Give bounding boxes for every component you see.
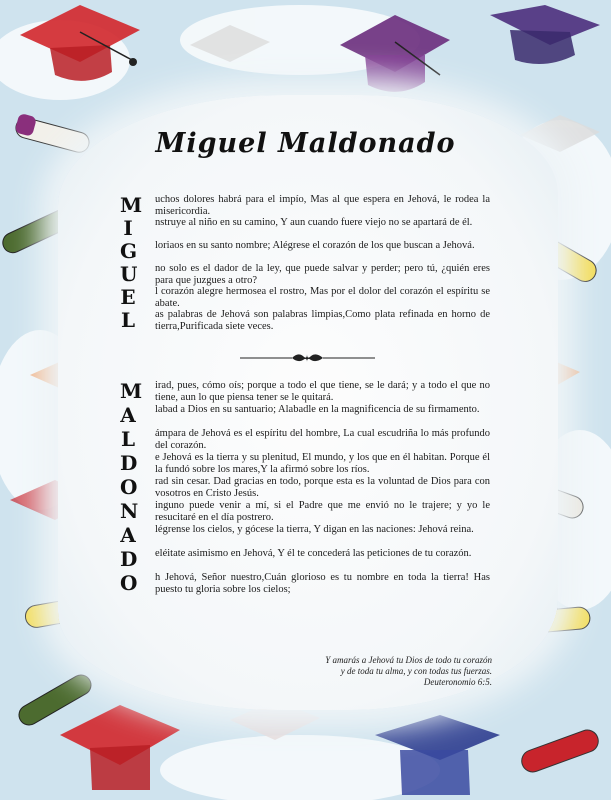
- verse-line: rad sin cesar. Dad gracias en todo, porque esta es la voluntad de Dios para con vosotros en Cristo Jesús.: [155, 476, 490, 499]
- acrostic-letter: G: [120, 239, 140, 263]
- diploma-scroll-icon: [15, 671, 94, 728]
- red-cap-icon: [60, 705, 180, 790]
- acrostic-letter: M: [120, 379, 145, 403]
- acrostic-letter: N: [120, 499, 141, 523]
- closing-verse-line: y de toda tu alma, y con todas tus fuerzas.: [340, 666, 492, 676]
- acrostic-letter: L: [120, 427, 138, 451]
- verse-line: irad, pues, cómo oís; porque a todo el que tiene, se le dará; y a todo el que no tiene, aun lo que piensa tener se le quitará.: [155, 380, 490, 403]
- verse-line: loriaos en su santo nombre; Alégrese el corazón de los que buscan a Jehová.: [155, 240, 475, 251]
- acrostic-letter: D: [120, 451, 140, 475]
- verse-line: uchos dolores habrá para el impío, Mas al que espera en Jehová, le rodea la misericordia.: [155, 194, 490, 217]
- verse-line: as palabras de Jehová son palabras limpias,Como plata refinada en horno de tierra,Purificada siete veces.: [155, 309, 490, 332]
- closing-verse: [302, 655, 492, 688]
- acrostic-letter: A: [120, 403, 138, 427]
- acrostic-letter: O: [120, 571, 140, 595]
- acrostic-letter: D: [120, 547, 140, 571]
- acrostic-letter: E: [120, 285, 138, 309]
- ornament-divider: [240, 351, 375, 365]
- acrostic-letter: A: [120, 523, 138, 547]
- purple-cap-icon: [490, 5, 600, 64]
- closing-verse-line: Y amarás a Jehová tu Dios de todo tu corazón: [325, 655, 492, 665]
- verse-line: h Jehová, Señor nuestro,Cuán glorioso es tu nombre en toda la tierra! Has puesto tu gloria sobre los cielos;: [155, 572, 490, 595]
- acrostic-letter: L: [120, 308, 138, 332]
- acrostic-letter: I: [123, 216, 135, 240]
- verse-line: labad a Dios en su santuario; Alabadle en la magnificencia de su firmamento.: [155, 404, 480, 415]
- verse-line: nstruye al niño en su camino, Y aun cuando fuere viejo no se apartará de él.: [155, 217, 473, 228]
- acrostic-letter: O: [120, 475, 140, 499]
- closing-verse-reference: Deuteronomio 6:5.: [423, 677, 492, 687]
- verse-line: eléitate asimismo en Jehová, Y él te concederá las peticiones de tu corazón.: [155, 548, 472, 559]
- verse-line: inguno puede venir a mí, si el Padre que me envió no le trajere; y yo le resucitaré en el día postrero.: [155, 500, 490, 523]
- verse-line: l corazón alegre hermosea el rostro, Mas por el dolor del corazón el espíritu se abate.: [155, 286, 490, 309]
- verse-line: e Jehová es la tierra y su plenitud, El mundo, y los que en él habitan. Porque él la fundó sobre los mares,Y la afirmó sobre los ríos.: [155, 452, 490, 475]
- verse-line: no solo es el dador de la ley, que puede salvar y perder; pero tú, ¿quién eres para que juzgues a otro?: [155, 263, 490, 286]
- page-title: Miguel Maldonado: [155, 128, 456, 159]
- verse-line: légrense los cielos, y gócese la tierra, Y digan en las naciones: Jehová reina.: [155, 524, 474, 535]
- verse-line: ámpara de Jehová es el espíritu del hombre, La cual escudriña lo más profundo del corazón.: [155, 428, 490, 451]
- acrostic-letter: M: [120, 193, 145, 217]
- acrostic-letter: U: [120, 262, 140, 286]
- diploma-scroll-icon: [519, 727, 602, 775]
